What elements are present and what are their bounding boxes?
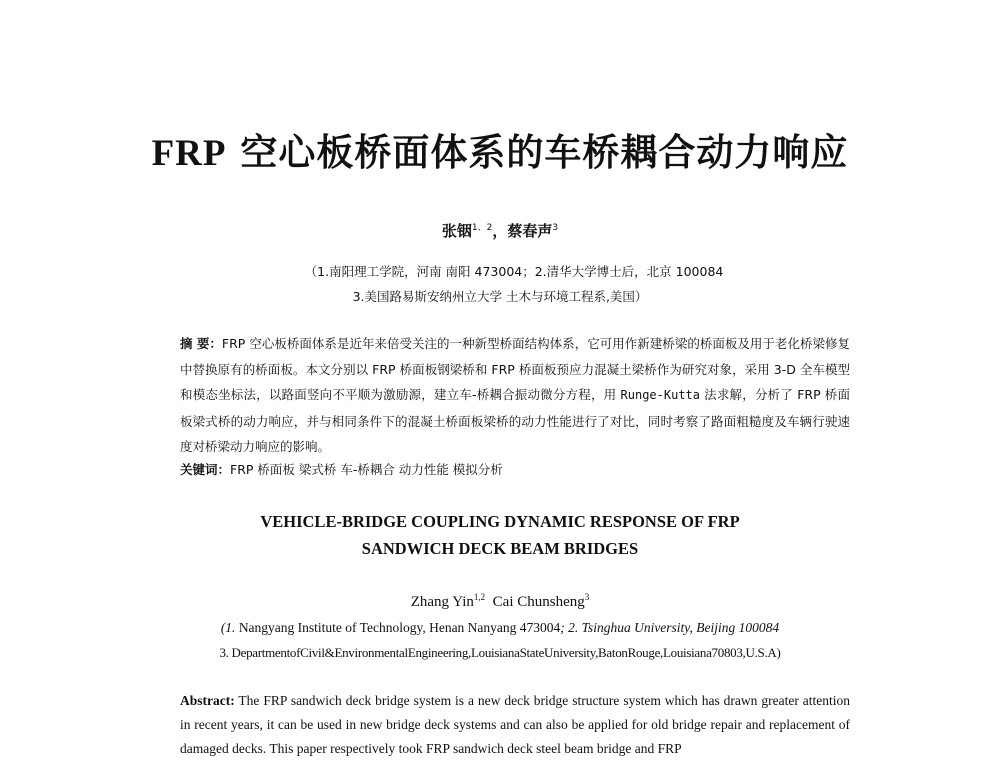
title-english-line1: VEHICLE-BRIDGE COUPLING DYNAMIC RESPONSE OF FRP [260, 512, 740, 531]
affiliation-cn-line1: （1.南阳理工学院，河南 南阳 473004；2.清华大学博士后，北京 100084 [304, 264, 724, 279]
author2-cn-sup: 3 [552, 223, 559, 233]
keywords-chinese [180, 460, 850, 478]
abstract-cn-method: Runge-Kutta [620, 388, 700, 402]
abstract-en-text: The FRP sandwich deck bridge system is a new deck bridge structure system which has drawn greater attention in recent years, it can be used in new bridge deck systems and can also be applied for old bridge repair and replacement of damaged decks. This paper respectively took FRP sandwich deck steel beam bridge and FRP [180, 693, 850, 756]
author2-cn: 蔡春声 [507, 222, 553, 240]
authors-chinese [0, 220, 1000, 241]
author1-en-sup: 1,2 [473, 592, 486, 602]
keywords-cn-label: 关键词： [180, 462, 231, 477]
title-chinese-latin: FRP [151, 133, 227, 174]
abstract-cn-text-1: FRP 空心板桥面体系是近年来倍受关注的一种新型桥面结构体系，它可用作新建桥梁的桥面板及用于老化桥梁修复中替换原有的桥面板。本文分别以 FRP 桥面板钢梁桥和 FRP 桥面板预应力混凝土梁桥作为研究对象，采用 3-D 全车模型和模态坐标法，以路面竖向不平顺为激励源，建立车-桥耦合振动微分方程，用 [180, 336, 851, 402]
author1-cn: 张铟 [441, 222, 472, 240]
keywords-cn-text: FRP 桥面板 梁式桥 车-桥耦合 动力性能 模拟分析 [230, 462, 503, 477]
author1-en: Zhang Yin [410, 594, 474, 610]
affiliation-en-nanyang: Nangyang Institute of Technology, Henan Nanyang 473004 [238, 620, 561, 635]
abstract-english [180, 689, 850, 761]
affiliation-en-line1 [0, 620, 1000, 636]
author2-en-sup: 3 [584, 592, 590, 602]
title-chinese [0, 122, 1000, 176]
abstract-cn-text-2: 法求解，分析了 FRP 桥面板梁式桥的动力响应，并与相同条件下的混凝土桥面板梁桥的动力性能进行了对比，同时考察了路面粗糙度及车辆行驶速度对桥梁动力响应的影响。 [180, 387, 850, 454]
affiliation-cn-line2: 3.美国路易斯安纳州立大学 土木与环境工程系,美国） [352, 289, 648, 304]
authors-english [0, 592, 1000, 611]
affiliation-en-prefix: (1. [220, 620, 239, 635]
title-chinese-text: 空心板桥面体系的车桥耦合动力响应 [226, 131, 849, 174]
abstract-en-label: Abstract: [180, 693, 235, 708]
affiliation-en-tsinghua: ; 2. Tsinghua University, Beijing 100084 [560, 620, 780, 635]
author-separator: ， [492, 222, 508, 240]
abstract-chinese [180, 331, 850, 460]
affiliation-en-line2: 3. DepartmentofCivil&EnvironmentalEngineering,LouisianaStateUniversity,BatonRouge,Louisiana70803,U.S.A) [219, 645, 781, 660]
abstract-cn-label: 摘 要： [180, 336, 222, 351]
author2-en: Cai Chunsheng [492, 594, 585, 610]
author1-cn-sup: 1、2 [471, 223, 493, 233]
title-english-line2: SANDWICH DECK BEAM BRIDGES [361, 539, 639, 558]
